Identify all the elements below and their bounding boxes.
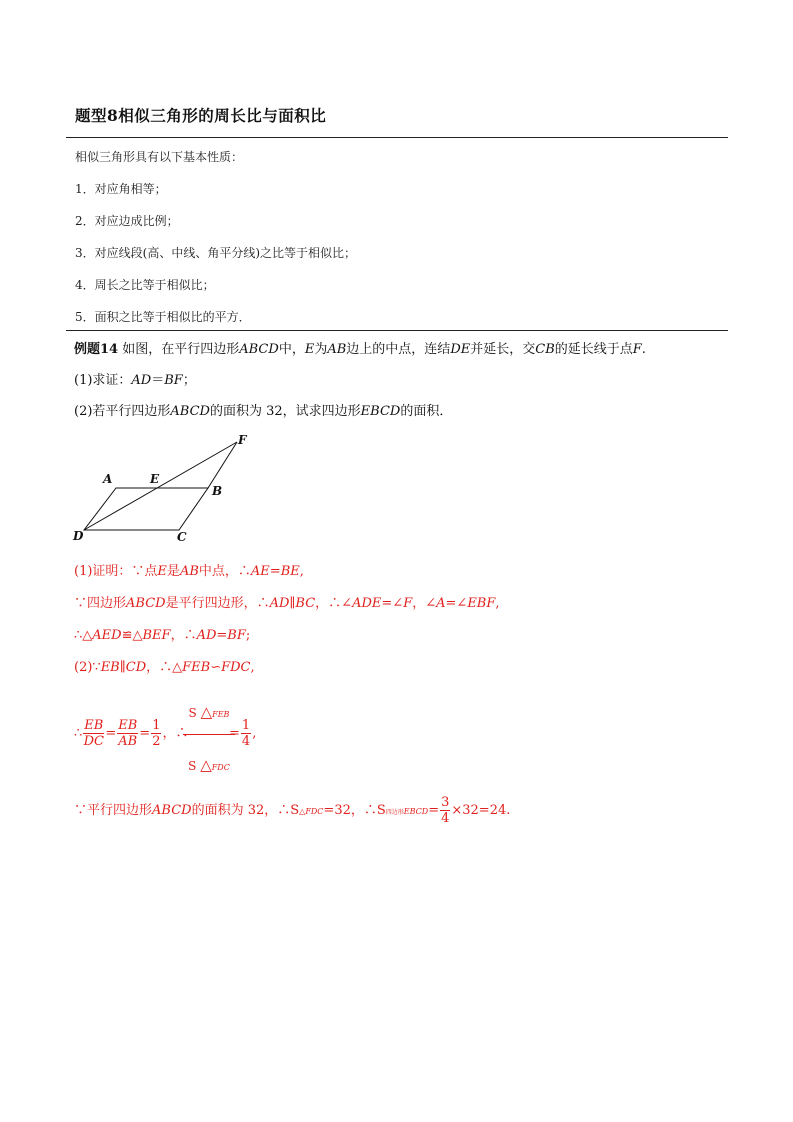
solution-line-2 [74, 592, 500, 611]
sol-text: =∠ [445, 596, 468, 611]
area-s: S [188, 706, 197, 720]
properties-divider [66, 330, 728, 331]
property-item-1: 1．对应角相等； [75, 182, 167, 196]
fraction-eb-dc [83, 718, 104, 749]
frac-num: 1 [152, 718, 161, 733]
sol-text: ∥ [289, 596, 296, 611]
sol-text: , [495, 596, 500, 611]
stem-text: 边上的中点，连结 [346, 342, 451, 357]
sol-text: BE [280, 564, 300, 579]
sol-text: AED [92, 628, 122, 643]
sol-text: ∽ [210, 660, 222, 675]
stem-text: 为 [314, 342, 328, 357]
property-item-3: 3．对应线段(高、中线、角平分线)之比等于相似比； [75, 246, 357, 260]
sol-text: ∵四边形 [74, 596, 127, 611]
sol-text: (1)证明：∵点 [74, 564, 158, 579]
sol-text: FEB [182, 660, 211, 675]
area-ratio-denominator [183, 757, 235, 776]
sol-text: ABCD [126, 596, 166, 611]
sol-text: 中点，∴ [198, 564, 251, 579]
frac-den: 2 [152, 734, 161, 749]
q1-text: AD [131, 373, 152, 388]
stem-text: ABCD [239, 342, 279, 357]
stem-text: 如图，在平行四边形 [122, 342, 240, 357]
area-subscript: FEB [212, 710, 230, 719]
q2-text: (2)若平行四边形 [74, 404, 171, 419]
sol-text: ≌△ [121, 628, 143, 643]
fraction-1-2 [151, 718, 161, 749]
q1-text: (1)求证： [74, 373, 132, 388]
frac-num: EB [84, 718, 104, 733]
equals: = [105, 726, 117, 741]
solution-line-5-end [229, 718, 256, 749]
solution-line-6 [74, 795, 510, 826]
sol-text: (2)∵ [74, 660, 101, 675]
properties-intro: 相似三角形具有以下基本性质： [75, 150, 244, 164]
sol-text: 是 [166, 564, 180, 579]
q1-text: ＝ [151, 373, 165, 388]
sol-text: = [216, 628, 228, 643]
q1-text: BF [164, 373, 183, 388]
parallelogram-figure [66, 430, 266, 550]
section-title: 题型8相似三角形的周长比与面积比 [75, 106, 327, 125]
sol-text: ∴△ [74, 628, 93, 643]
label-d: D [73, 529, 84, 543]
solution-line-4 [74, 656, 255, 675]
area-ratio-numerator [183, 704, 235, 723]
equals: = [428, 803, 440, 818]
frac-den: DC [83, 734, 104, 749]
property-item-2: 2．对应边成比例； [75, 214, 179, 228]
area-subscript-label: 四边形 [385, 809, 404, 816]
sol-text: ，∴∠ [315, 596, 353, 611]
sol-text: = [269, 564, 281, 579]
property-item-5: 5．面积之比等于相似比的平方． [75, 310, 251, 324]
fraction-eb-ab [117, 718, 138, 749]
sol-text: BC [295, 596, 316, 611]
separator: , [252, 726, 257, 741]
frac-den: AB [118, 734, 138, 749]
frac-den: 4 [241, 734, 251, 749]
triangle-symbol: △ [200, 703, 213, 721]
sol-text: E [157, 564, 167, 579]
area-s: S [188, 759, 197, 773]
label-a: A [103, 472, 113, 486]
area-ratio-bar [183, 734, 235, 735]
frac-num: 1 [241, 718, 251, 733]
q2-text: 的面积． [400, 404, 453, 419]
equals: = [229, 726, 240, 741]
q1-text: ； [182, 373, 196, 388]
label-b: B [212, 484, 223, 498]
sol-text: A [436, 596, 446, 611]
sol-text: ; [245, 628, 251, 643]
frac-num: EB [118, 718, 138, 733]
triangle-symbol: △ [200, 756, 212, 774]
sol-text: FDC [221, 660, 251, 675]
sol-text: BEF [142, 628, 171, 643]
stem-text: E [304, 342, 315, 357]
frac-num: 3 [441, 795, 450, 810]
sol-text: ABCD [152, 803, 192, 818]
equals: = [139, 726, 151, 741]
line-bf [208, 442, 237, 488]
separator: ， [162, 726, 176, 741]
sol-text: AB [179, 564, 199, 579]
q2-text: ABCD [170, 404, 210, 419]
label-e: E [150, 472, 160, 486]
sol-text: AD [196, 628, 217, 643]
area-subscript: △FDC [299, 807, 324, 816]
label-f: F [238, 433, 247, 447]
sol-text: ，∴ [170, 628, 197, 643]
example-stem [74, 338, 646, 357]
sol-text: AE [250, 564, 270, 579]
frac-den: 4 [441, 811, 450, 826]
sol-text: EB [100, 660, 120, 675]
area-subscript: FDC [211, 763, 230, 772]
sol-text: ∥ [119, 660, 126, 675]
sol-text: ，∠ [412, 596, 437, 611]
sol-text: ，∴△ [146, 660, 183, 675]
sol-text: EBF [467, 596, 496, 611]
solution-line-5 [74, 718, 189, 749]
solution-line-1 [74, 560, 304, 579]
fraction-3-4 [440, 795, 450, 826]
sol-text: 的面积为 32，∴S [191, 803, 300, 818]
sol-text: ∵平行四边形 [74, 803, 153, 818]
sol-text: CD [125, 660, 147, 675]
stem-text: 中， [278, 342, 305, 357]
question-1 [74, 369, 196, 388]
title-divider [66, 137, 728, 138]
therefore-symbol: ∴ [74, 726, 83, 741]
stem-text: CB [535, 342, 555, 357]
fraction-1-4 [241, 718, 251, 749]
sol-text: =∠ [381, 596, 404, 611]
stem-text: DE [450, 342, 471, 357]
sol-text: F [403, 596, 413, 611]
sol-text: BF [227, 628, 246, 643]
stem-text: F [632, 342, 642, 357]
therefore-symbol: ∴ [175, 726, 189, 741]
stem-text: . [641, 342, 646, 357]
solution-line-3 [74, 624, 250, 643]
sol-text: AD [269, 596, 290, 611]
sol-text: ADE [352, 596, 382, 611]
sol-text: , [299, 564, 304, 579]
stem-text: 的延长线于点 [554, 342, 633, 357]
area-subscript: EBCD [403, 807, 429, 816]
sol-text: , [250, 660, 255, 675]
property-item-4: 4．周长之比等于相似比； [75, 278, 215, 292]
example-label: 例题14 [74, 342, 119, 357]
q2-text: EBCD [360, 404, 401, 419]
sol-text: =32，∴S [323, 803, 386, 818]
sol-text: ×32=24. [451, 803, 511, 818]
stem-text: AB [327, 342, 347, 357]
stem-text: 并延长，交 [470, 342, 536, 357]
sol-text: 是平行四边形，∴ [165, 596, 270, 611]
q2-text: 的面积为 32，试求四边形 [209, 404, 361, 419]
question-2 [74, 400, 452, 419]
area-ratio-fraction [183, 704, 235, 776]
label-c: C [177, 530, 187, 544]
